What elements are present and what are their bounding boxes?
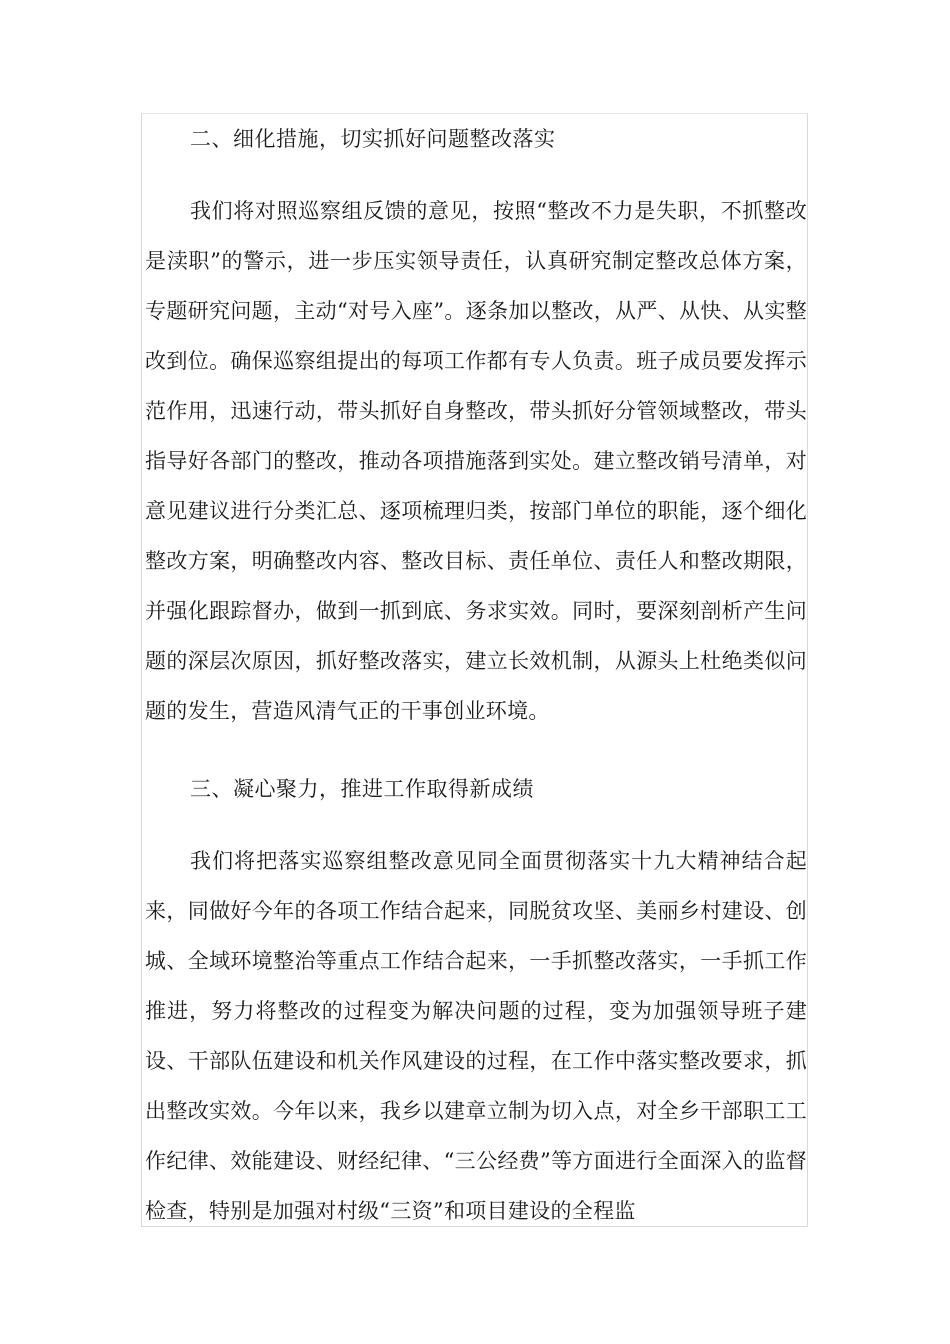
section-paragraph-3: 我们将把落实巡察组整改意见同全面贯彻落实十九大精神结合起来，同做好今年的各项工作结合起来，同脱贫攻坚、美丽乡村建设、创城、全域环境整治等重点工作结合起来，一手抓整改落实，一手抓工作推进，努力将整改的过程变为解决问题的过程，变为加强领导班子建设、干部队伍建设和机关作风建设的过程，在工作中落实整改要求，抓出整改实效。今年以来，我乡以建章立制为切入点，对全乡干部职工工作纪律、效能建设、财经纪律、“三公经费”等方面进行全面深入的监督检查，特别是加强对村级“三资”和项目建设的全程监 <box>145 849 807 1223</box>
document-page <box>141 113 808 1227</box>
document-body <box>145 114 807 1227</box>
section-heading-2: 二、细化措施，切实抓好问题整改落实 <box>190 127 556 151</box>
section-paragraph-2: 我们将对照巡察组反馈的意见，按照“整改不力是失职，不抓整改是渎职”的警示，进一步压实领导责任，认真研究制定整改总体方案，专题研究问题，主动“对号入座”。逐条加以整改，从严、从快、从实整改到位。确保巡察组提出的每项工作都有专人负责。班子成员要发挥示范作用，迅速行动，带头抓好自身整改，带头抓好分管领域整改，带头指导好各部门的整改，推动各项措施落到实处。建立整改销号清单，对意见建议进行分类汇总、逐项梳理归类，按部门单位的职能，逐个细化整改方案，明确整改内容、整改目标、责任单位、责任人和整改期限，并强化跟踪督办，做到一抓到底、务求实效。同时，要深刻剖析产生问题的深层次原因，抓好整改落实，建立长效机制，从源头上杜绝类似问题的发生，营造风清气正的干事创业环境。 <box>145 199 807 723</box>
section-heading-3: 三、凝心聚力，推进工作取得新成绩 <box>190 777 534 801</box>
